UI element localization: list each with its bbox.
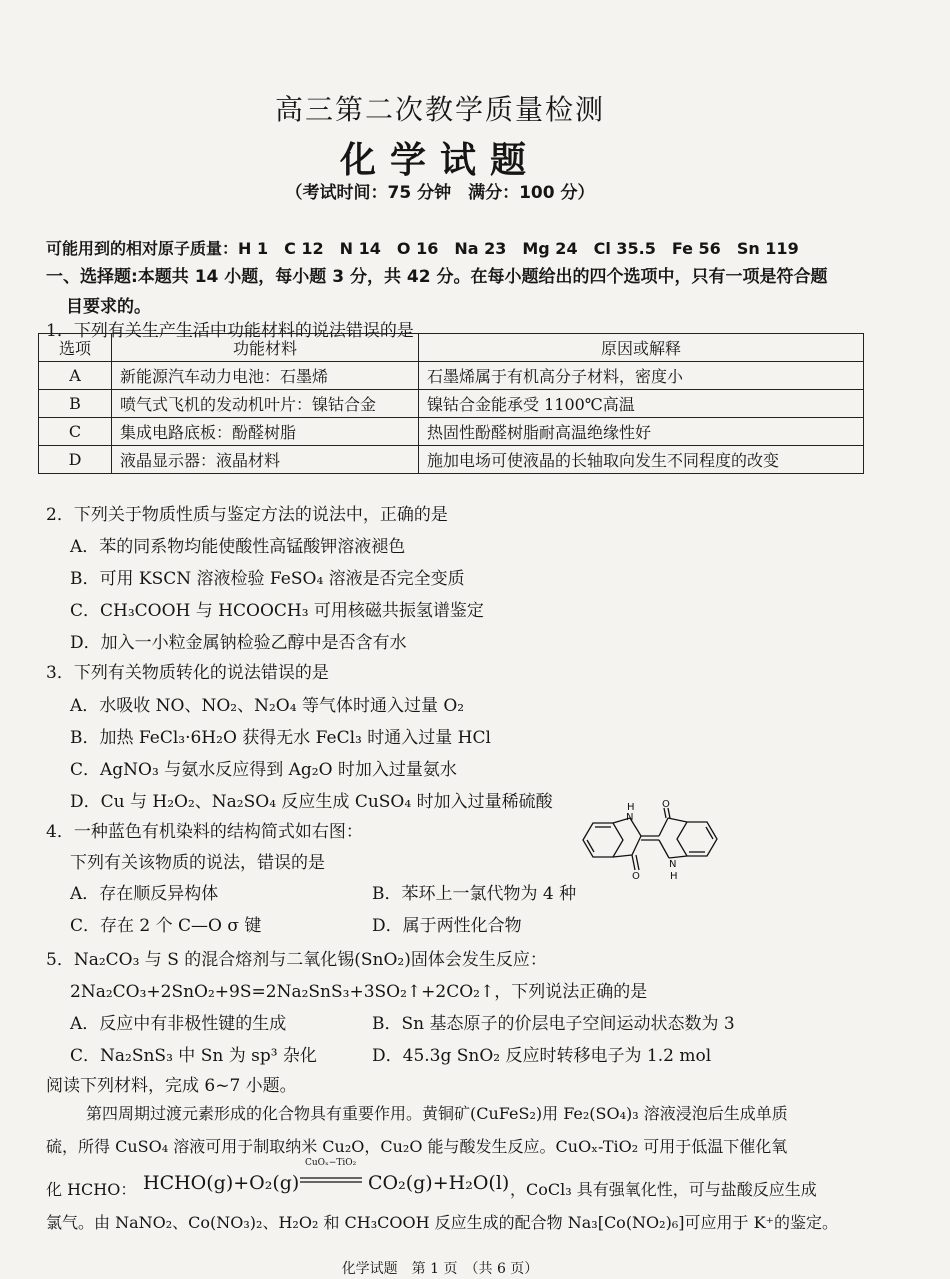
- q4-option-c: C．存在 2 个 C—O σ 键: [70, 916, 262, 936]
- q4-option-d: D．属于两性化合物: [372, 916, 522, 936]
- q1-stem: 1．下列有关生产生活中功能材料的说法错误的是: [46, 321, 414, 341]
- table-row: [39, 418, 864, 446]
- section1-line1: 一、选择题:本题共 14 小题，每小题 3 分，共 42 分。在每小题给出的四个选项中，只有一项是符合题: [46, 267, 828, 287]
- table-header-cell: 原因或解释: [419, 334, 864, 362]
- reading-line3-end: ，CoCl₃ 具有强氧化性，可与盐酸反应生成: [510, 1180, 817, 1199]
- q3-option-c: C．AgNO₃ 与氨水反应得到 Ag₂O 时加入过量氨水: [70, 760, 457, 780]
- reading-line3-start: 化 HCHO：: [46, 1180, 137, 1199]
- table-cell: 集成电路底板：酚醛树脂: [112, 418, 419, 446]
- q4-sub: 下列有关该物质的说法，错误的是: [70, 853, 325, 873]
- q2-option-a: A．苯的同系物均能使酸性高锰酸钾溶液褪色: [70, 537, 406, 557]
- q2-stem: 2．下列关于物质性质与鉴定方法的说法中，正确的是: [46, 505, 448, 525]
- q5-option-b: B．Sn 基态原子的价层电子空间运动状态数为 3: [372, 1014, 735, 1034]
- q4-option-a: A．存在顺反异构体: [70, 884, 219, 904]
- exam-info: （考试时间：75 分钟 满分：100 分）: [285, 183, 595, 203]
- subject-title: 化学试题: [339, 139, 540, 181]
- section1-line2: 目要求的。: [66, 297, 151, 317]
- table-cell: B: [39, 390, 112, 418]
- q3-option-a: A．水吸收 NO、NO₂、N₂O₄ 等气体时通入过量 O₂: [70, 696, 465, 716]
- table-cell: 石墨烯属于有机高分子材料，密度小: [419, 362, 864, 390]
- q3-option-b: B．加热 FeCl₃·6H₂O 获得无水 FeCl₃ 时通入过量 HCl: [70, 728, 491, 748]
- table-cell: 液晶显示器：液晶材料: [112, 446, 419, 474]
- table-cell: 施加电场可使液晶的长轴取向发生不同程度的改变: [419, 446, 864, 474]
- indigo-structure-diagram: [575, 800, 725, 880]
- page-footer: 化学试题 第 1 页 （共 6 页）: [341, 1261, 539, 1277]
- table-row: [39, 362, 864, 390]
- table-cell: 镍钴合金能承受 1100℃高温: [419, 390, 864, 418]
- table-cell: 喷气式飞机的发动机叶片：镍钴合金: [112, 390, 419, 418]
- reading-line2: 硫，所得 CuSO₄ 溶液可用于制取纳米 Cu₂O，Cu₂O 能与酸发生反应。CuOₓ-TiO₂ 可用于低温下催化氧: [46, 1137, 788, 1156]
- q5-option-a: A．反应中有非极性键的生成: [70, 1014, 287, 1034]
- mol-label: N: [626, 812, 634, 823]
- q2-option-b: B．可用 KSCN 溶液检验 FeSO₄ 溶液是否完全变质: [70, 569, 465, 589]
- catalyst-label: CuOₓ−TiO₂: [305, 1158, 357, 1168]
- table-cell: C: [39, 418, 112, 446]
- reading-line4: 氯气。由 NaNO₂、Co(NO₃)₂、H₂O₂ 和 CH₃COOH 反应生成的配合物 Na₃[Co(NO₂)₆]可应用于 K⁺的鉴定。: [46, 1213, 838, 1232]
- q2-option-d: D．加入一小粒金属钠检验乙醇中是否含有水: [70, 633, 407, 653]
- q5-option-c: C．Na₂SnS₃ 中 Sn 为 sp³ 杂化: [70, 1046, 317, 1066]
- q5-equation: 2Na₂CO₃+2SnO₂+9S=2Na₂SnS₃+3SO₂↑+2CO₂↑，下列说法正确的是: [70, 982, 648, 1002]
- table-cell: 热固性酚醛树脂耐高温绝缘性好: [419, 418, 864, 446]
- table-header-cell: 功能材料: [112, 334, 419, 362]
- q5-option-d: D．45.3g SnO₂ 反应时转移电子为 1.2 mol: [372, 1046, 712, 1066]
- q4-stem: 4．一种蓝色有机染料的结构简式如右图：: [46, 822, 363, 842]
- exam-title: 高三第二次教学质量检测: [274, 93, 605, 126]
- mol-label: H: [670, 871, 678, 880]
- mol-label: O: [632, 871, 640, 880]
- mol-label: O: [662, 800, 670, 810]
- mol-label: N: [669, 859, 677, 870]
- table-header-cell: 选项: [39, 334, 112, 362]
- table-cell: A: [39, 362, 112, 390]
- atomic-masses: 可能用到的相对原子质量：H 1 C 12 N 14 O 16 Na 23 Mg 24 Cl 35.5 Fe 56 Sn 119: [46, 239, 799, 258]
- reaction-right: CO₂(g)+H₂O(l): [368, 1172, 510, 1194]
- q3-stem: 3．下列有关物质转化的说法错误的是: [46, 663, 329, 683]
- q4-option-b: B．苯环上一氯代物为 4 种: [372, 884, 577, 904]
- q2-option-c: C．CH₃COOH 与 HCOOCH₃ 可用核磁共振氢谱鉴定: [70, 601, 484, 621]
- q5-stem: 5．Na₂CO₃ 与 S 的混合熔剂与二氧化锡(SnO₂)固体会发生反应：: [46, 950, 547, 970]
- table-row: [39, 390, 864, 418]
- table-cell: D: [39, 446, 112, 474]
- q3-option-d: D．Cu 与 H₂O₂、Na₂SO₄ 反应生成 CuSO₄ 时加入过量稀硫酸: [70, 792, 553, 812]
- table-header-row: [39, 334, 864, 362]
- equilibrium-arrow: [300, 1175, 362, 1185]
- reaction-left: HCHO(g)+O₂(g): [143, 1172, 300, 1194]
- reading-line1: 第四周期过渡元素形成的化合物具有重要作用。黄铜矿(CuFeS₂)用 Fe₂(SO₄)₃ 溶液浸泡后生成单质: [86, 1104, 788, 1123]
- table-row: [39, 446, 864, 474]
- reading-intro: 阅读下列材料，完成 6~7 小题。: [46, 1076, 297, 1096]
- q1-table: [38, 333, 864, 474]
- mol-label: H: [627, 802, 635, 813]
- table-cell: 新能源汽车动力电池：石墨烯: [112, 362, 419, 390]
